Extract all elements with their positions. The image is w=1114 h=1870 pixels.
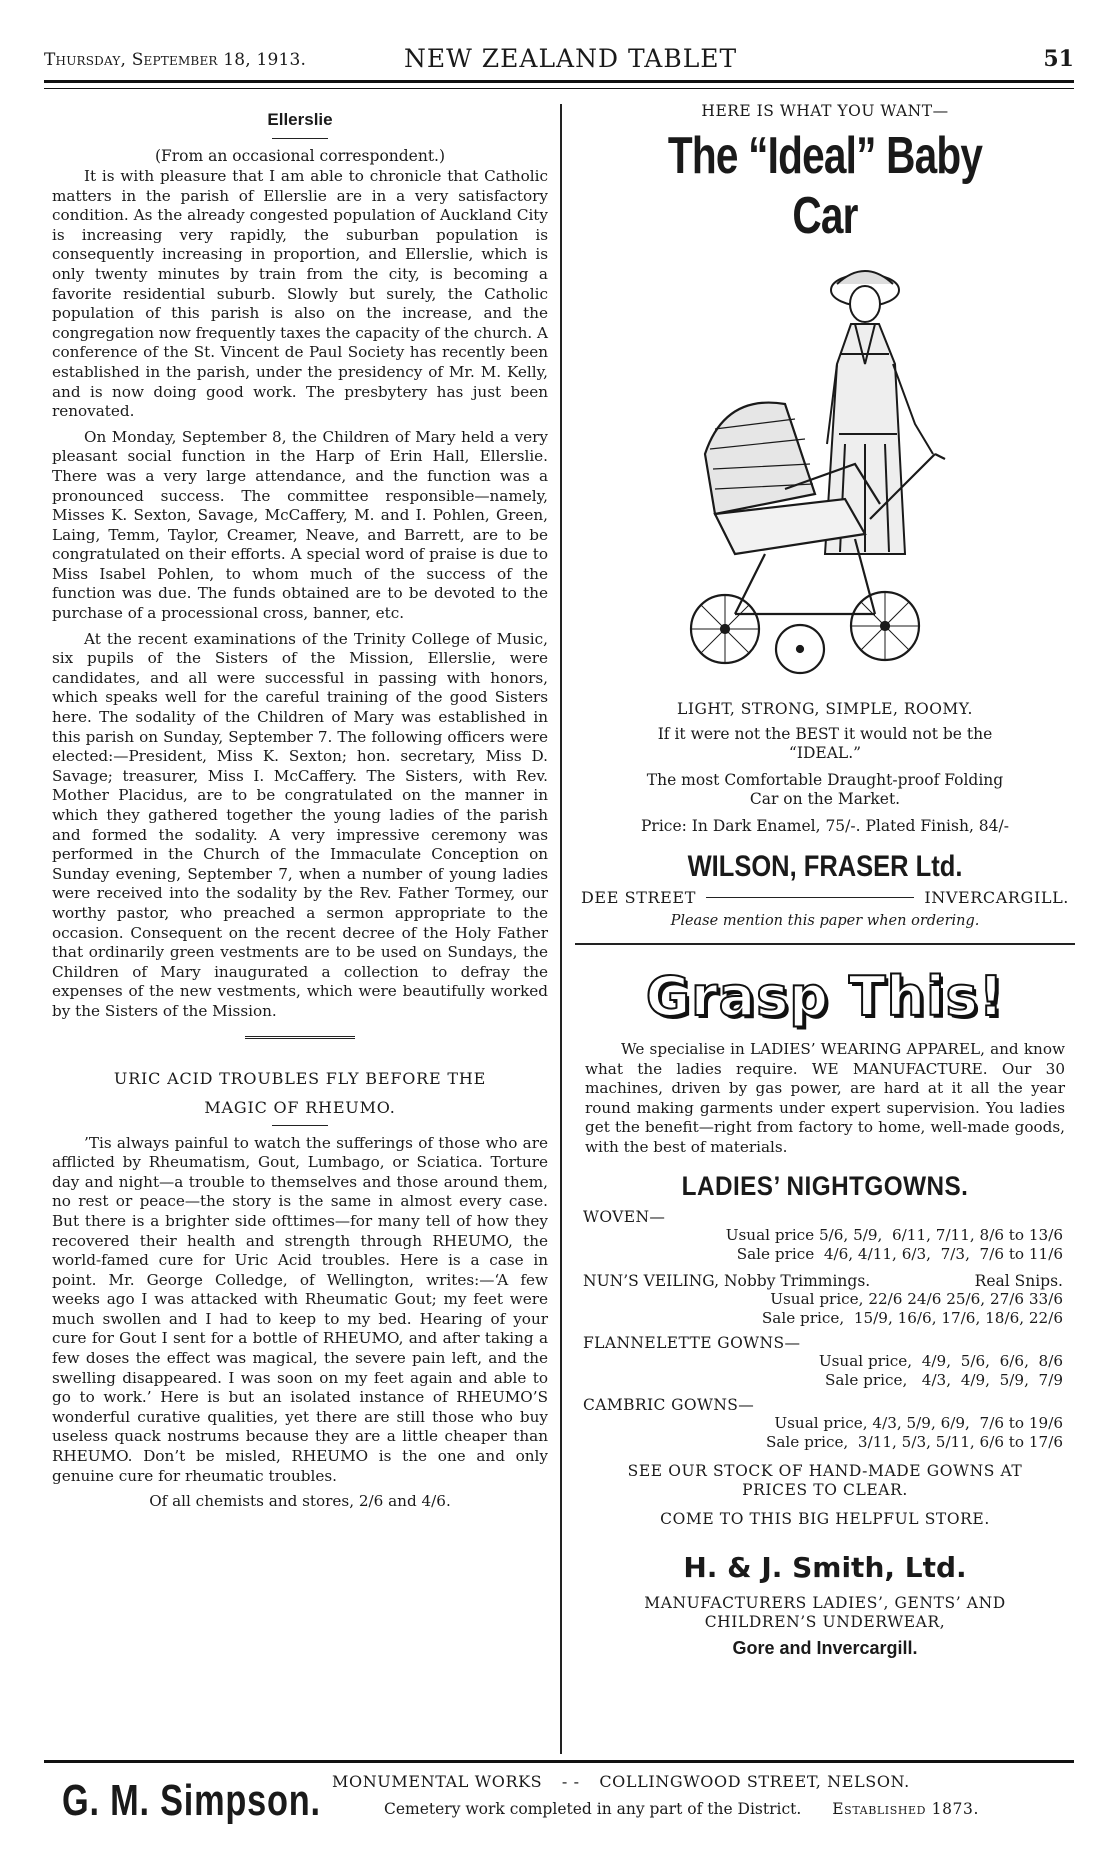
collingwood-street: COLLINGWOOD STREET, NELSON. xyxy=(599,1772,910,1791)
footer-dashes: - - xyxy=(561,1772,580,1791)
cambric-sale-price: Sale price, 3/11, 5/3, 5/11, 6/6 to 17/6 xyxy=(765,1433,1063,1451)
title-rule xyxy=(272,1125,328,1126)
article-paragraph: It is with pleasure that I am able to chronicle that Catholic matters in the parish of Ellerslie are in a very satisfactory condition. As the already congested population of Auckland City is increasing very rapidly, the suburban population is consequently increasing in proportion, and Ellerslie, which is only twenty minutes by train from the city, is becoming a favorite residential suburb. Slowly but surely, the Catholic population of this parish is also on the increase, and the congregation now frequently taxes the capacity of the church. A conference of the St. Vincent de Paul Society has recently been established in the parish, under the presidency of Mr. M. Kelly, and is now doing good work. The presbytery has just been renovated. xyxy=(52,167,548,421)
title-rule xyxy=(272,138,328,139)
baby-car-line3b: Car on the Market. xyxy=(749,790,901,808)
baby-car-headline: The “Ideal” Baby Car xyxy=(667,127,983,245)
footer-ad xyxy=(44,1770,1074,1840)
grasp-headline xyxy=(575,965,1075,1028)
article-paragraph: On Monday, September 8, the Children of Mary held a very pleasant social function in the Harp of Erin Hall, Ellerslie. There was a very large attendance, and the function was a pronounced success. The committee responsible—namely, Misses K. Sexton, Savage, McCaffery, M. and I. Pohlen, Green, Laing, Temm, Taylor, Creamer, Neave, and Barrett, are to be congratulated on their efforts. A special word of praise is due to Miss Isabel Pohlen, to whom much of the success of the function was due. The funds obtained are to be devoted to the purchase of a processional cross, banner, etc. xyxy=(52,427,548,623)
article-byline: (From an occasional correspondent.) xyxy=(154,147,446,165)
pram-illustration-icon xyxy=(615,254,1035,694)
flannelette-label: FLANNELETTE GOWNS— xyxy=(583,1334,801,1352)
simpson-name: G. M. Simpson. xyxy=(62,1776,321,1825)
manufacturers-line1: MANUFACTURERS LADIES’, GENTS’ AND xyxy=(644,1594,1006,1612)
cemetery-work: Cemetery work completed in any part of the District. xyxy=(384,1800,802,1818)
column-divider xyxy=(560,104,562,1754)
ad-separator xyxy=(575,943,1075,945)
baby-car-kicker: HERE IS WHAT YOU WANT— xyxy=(701,102,949,120)
article-title: Ellerslie xyxy=(267,110,333,129)
nuns-veiling-row xyxy=(583,1272,1063,1290)
masthead-rule xyxy=(44,80,1074,83)
masthead-rule-thin xyxy=(44,88,1074,89)
rheumo-title-line2: MAGIC OF RHEUMO. xyxy=(204,1097,396,1117)
flannelette-sale-price: Sale price, 4/3, 4/9, 5/9, 7/9 xyxy=(825,1371,1063,1389)
established: Established 1873. xyxy=(832,1800,980,1818)
mention-paper-note: Please mention this paper when ordering. xyxy=(670,913,980,929)
footer-line1 xyxy=(332,1772,910,1791)
monumental-works: MONUMENTAL WORKS xyxy=(332,1772,543,1791)
manufacturers-line2: CHILDREN’S UNDERWEAR, xyxy=(704,1613,946,1631)
come-to-store: COME TO THIS BIG HELPFUL STORE. xyxy=(660,1510,990,1528)
cambric-label: CAMBRIC GOWNS— xyxy=(583,1396,755,1414)
smith-location: Gore and Invercargill. xyxy=(732,1638,918,1658)
address-street: DEE STREET xyxy=(581,888,696,907)
footer-rule xyxy=(44,1760,1074,1763)
smith-intro: We specialise in LADIES’ WEARING APPAREL, and know what the ladies require. WE MANUFACTURE. Our 30 machines, driven by gas power, are hard at it all the year round making garments under expert supervision. You ladies get the benefit—right from factory to home, well-made goods, with the best of materials. xyxy=(585,1040,1065,1156)
masthead xyxy=(44,44,1074,74)
woven-usual-price: Usual price 5/6, 5/9, 6/11, 7/11, 8/6 to 13/6 xyxy=(725,1226,1063,1244)
stock-line1: SEE OUR STOCK OF HAND-MADE GOWNS AT xyxy=(627,1462,1023,1480)
section-divider xyxy=(245,1036,355,1039)
nightgowns-title: LADIES’ NIGHTGOWNS. xyxy=(681,1171,969,1201)
page-number: 51 xyxy=(1043,46,1074,72)
masthead-date: Thursday, September 18, 1913. xyxy=(44,50,307,70)
nuns-usual-price: Usual price, 22/6 24/6 25/6, 27/6 33/6 xyxy=(770,1290,1063,1308)
rheumo-closing: Of all chemists and stores, 2/6 and 4/6. xyxy=(149,1492,451,1511)
footer-line2 xyxy=(384,1800,979,1818)
woven-sale-price: Sale price 4/6, 4/11, 6/3, 7/3, 7/6 to 11/6 xyxy=(736,1245,1063,1263)
smith-firm-name: H. & J. Smith, Ltd. xyxy=(683,1551,967,1584)
left-column xyxy=(52,104,548,1510)
article-paragraph: At the recent examinations of the Trinity College of Music, six pupils of the Sisters of the Mission, Ellerslie, were candidates, and all were successful in passing with honors, which speaks well for the careful training of the good Sisters here. The sodality of the Children of Mary was established in this parish on Sunday, September 7. The following officers were elected:—President, Miss K. Sexton; hon. secretary, Miss D. Savage; treasurer, Miss I. McCaffery. The Sisters, with Rev. Mother Placidus, are to be congratulated on the manner in which they gathered together the young ladies of the parish and formed the sodality. A very impressive ceremony was performed in the Church of the Immaculate Conception on Sunday evening, September 7, when a number of young ladies were received into the sodality by the Rev. Father Tormey, our worthy pastor, who preached a sermon appropriate to the occasion. Consequent on the recent decree of the Holy Father that ordinarily green vestments are to be used on Sundays, the Children of Mary inaugurated a collection to defray the expenses of the new vestments, which were beautifully worked by the Sisters of the Mission. xyxy=(52,629,548,1020)
nuns-sale-price: Sale price, 15/9, 16/6, 17/6, 18/6, 22/6 xyxy=(761,1309,1063,1327)
address-dash xyxy=(706,897,914,898)
flannelette-usual-price: Usual price, 4/9, 5/6, 6/6, 8/6 xyxy=(818,1352,1063,1370)
wilson-fraser-address xyxy=(581,888,1069,907)
baby-car-tagline: LIGHT, STRONG, SIMPLE, ROOMY. xyxy=(677,700,973,718)
nuns-veiling-label: NUN’S VEILING, Nobby Trimmings. xyxy=(583,1272,871,1290)
woven-label: WOVEN— xyxy=(583,1208,666,1226)
address-town: INVERCARGILL. xyxy=(924,888,1069,907)
wilson-fraser-name: WILSON, FRASER Ltd. xyxy=(687,850,963,883)
grasp-headline-text: Grasp This! xyxy=(645,965,1005,1028)
rheumo-body: ’Tis always painful to watch the sufferings of those who are afflicted by Rheumatism, Gout, Lumbago, or Sciatica. Torture day and night—a trouble to themselves and those around them, no rest or peace—the story is the same in almost every case. But there is a brighter side ofttimes—for many tell of how they recovered their health and strength through RHEUMO, the world-famed cure for Uric Acid troubles. Here is a case in point. Mr. George Colledge, of Wellington, writes:—‘A few weeks ago I was attacked with Rheumatic Gout; my feet were much swollen and I had to keep to my bed. Hearing of your cure for Gout I sent for a bottle of RHEUMO, and after taking a few doses the effect was magical, the severe pain left, and the swelling disappeared. I was soon on my feet again and able to go to work.’ Here is but an isolated instance of RHEUMO’S wonderful curative qualities, yet there are still those who buy useless quack nostrums because they are a little cheaper than RHEUMO. Don’t be misled, RHEUMO is the one and only genuine cure for rheumatic troubles. xyxy=(52,1133,548,1485)
masthead-title: NEW ZEALAND TABLET xyxy=(404,44,738,73)
baby-car-price: Price: In Dark Enamel, 75/-. Plated Finish, 84/- xyxy=(641,817,1009,835)
cambric-usual-price: Usual price, 4/3, 5/9, 6/9, 7/6 to 19/6 xyxy=(774,1414,1063,1432)
rheumo-title-line1: URIC ACID TROUBLES FLY BEFORE THE xyxy=(113,1068,487,1088)
stock-line2: PRICES TO CLEAR. xyxy=(742,1481,908,1499)
nuns-veiling-snips: Real Snips. xyxy=(974,1272,1063,1290)
baby-car-line2b: “IDEAL.” xyxy=(788,744,862,762)
baby-car-line3a: The most Comfortable Draught-proof Folding xyxy=(646,771,1004,789)
advertisement-column xyxy=(575,96,1075,1746)
baby-car-line2a: If it were not the BEST it would not be the xyxy=(657,725,993,743)
